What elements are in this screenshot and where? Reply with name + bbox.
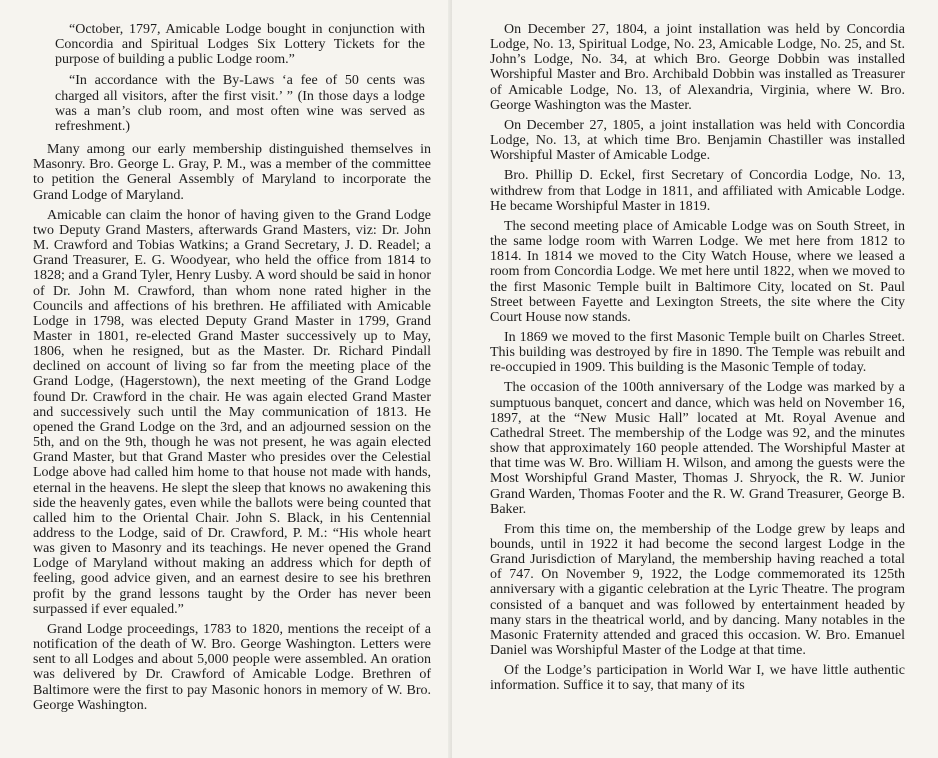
right-page-text [490,22,905,694]
paragraph-early-membership: Many among our early membership distinguished themselves in Masonry. Bro. George L. Gray, P. M., was a member of the committee to petition the General Assembly of Maryland to incorporate the Grand Lodge of Maryland. [33,142,431,203]
paragraph-eckel: Bro. Phillip D. Eckel, first Secretary of Concordia Lodge, No. 13, withdrew from that Lodge in 1811, and affiliated with Amicable Lodge. He became Worshipful Master in 1819. [490,168,905,214]
paragraph-installation-1804: On December 27, 1804, a joint installation was held by Concordia Lodge, No. 13, Spiritual Lodge, No. 23, Amicable Lodge, No. 25, and St. John’s Lodge, No. 34, at which Bro. George Dobbin was installed Worshipful Master and Bro. Archibald Dobbin was installed as Treasurer of Amicable Lodge, No. 13, of Alexandria, Virginia, where W. Bro. George Washington was the Master. [490,22,905,113]
left-page [0,0,452,758]
paragraph-masonic-temple-1869: In 1869 we moved to the first Masonic Temple built on Charles Street. This building was destroyed by fire in 1890. The Temple was rebuilt and re-occupied in 1909. This building is the Masonic Temple of today. [490,329,905,376]
paragraph-world-war-i: Of the Lodge’s participation in World War I, we have little authentic information. Suffice it to say, that many of its [490,663,905,694]
paragraph-grand-masters: Amicable can claim the honor of having given to the Grand Lodge two Deputy Grand Masters, afterwards Grand Masters, viz: Dr. John M. Crawford and Tobias Watkins; a Grand Secretary, J. D. Readel; a Grand Treasurer, E. G. Woodyear, who held the office from 1814 to 1828; and a Grand Tyler, Henry Lusby. A word should be said in honor of Dr. John M. Crawford, than whom none rated higher in the Councils and affections of his brethren. He affiliated with Amicable Lodge in 1798, was elected Deputy Grand Master in 1799, Grand Master in 1801, re-elected Grand Master successively up to May, 1806, when he resigned, but as the Master. Dr. Richard Pindall declined on account of living so far from the meeting place of the Grand Lodge, (Hagerstown), the next meeting of the Grand Lodge found Dr. Crawford in the chair. He was again elected Grand Master and successively such until the May communication of 1813. He opened the Grand Lodge on the 3rd, and an adjourned session on the 5th, and on the 9th, though he was not present, he was again elected Grand Master, but that Grand Master who presides over the Celestial Lodge above had called him home to that house not made with hands, eternal in the heavens. He slept the sleep that knows no awakening this side the heavenly gates, even while the ballots were being counted that called him to the Oriental Chair. John S. Black, in his Centennial address to the Lodge, said of Dr. Crawford, P. M.: “His whole heart was given to Masonry and its teachings. He never opened the Grand Lodge of Maryland without making an address which for depth of feeling, good advice given, and an earnest desire to see his brethren profit by the grand lessons taught by the Order has never been surpassed if ever equaled.” [33,207,431,617]
paragraph-100th-anniversary: The occasion of the 100th anniversary of the Lodge was marked by a sumptuous banquet, concert and dance, which was held on November 16, 1897, at the “New Music Hall” located at Mt. Royal Avenue and Cathedral Street. The membership of the Lodge was 92, and the minutes show that approximately 160 people attended. The Worshipful Master at that time was W. Bro. William H. Wilson, and among the guests were the Most Worshipful Grand Master, Thomas J. Shryock, the R. W. Junior Grand Warden, Thomas Footer and the R. W. Grand Treasurer, George B. Baker. [490,380,905,517]
quote-1797-lottery: “October, 1797, Amicable Lodge bought in conjunction with Concordia and Spiritual Lodges Six Lottery Tickets for the purpose of building a public Lodge room.” [55,22,425,68]
paragraph-grand-lodge-proceedings: Grand Lodge proceedings, 1783 to 1820, mentions the receipt of a notification of the death of W. Bro. George Washington. Letters were sent to all Lodges and about 5,000 people were assembled. An oration was delivered by Dr. Crawford of Amicable Lodge. Brethren of Baltimore were the first to pay Masonic honors in memory of W. Bro. George Washington. [33,621,431,713]
left-page-text [33,22,431,713]
paragraph-membership-growth: From this time on, the membership of the Lodge grew by leaps and bounds, until in 1922 it had become the second largest Lodge in the Grand Jurisdiction of Maryland, the membership having reached a total of 747. On November 9, 1922, the Lodge commemorated its 125th anniversary with a gigantic celebration at the Lyric Theatre. The program consisted of a banquet and was followed by entertainment headed by many stars in the theatrical world, and by dancing. Many notables in the Masonic Fraternity attended and graced this occasion. W. Bro. Emanuel Daniel was Worshipful Master of the Lodge at that time. [490,521,905,659]
paragraph-meeting-places: The second meeting place of Amicable Lodge was on South Street, in the same lodge room with Warren Lodge. We met here from 1812 to 1814. In 1814 we moved to the City Watch House, where we leased a room from Concordia Lodge. We met here until 1822, when we moved to the first Masonic Temple built in Baltimore City, located on St. Paul Street between Fayette and Lexington Streets, the site where the City Court House now stands. [490,218,905,325]
quote-by-laws-fee: “In accordance with the By-Laws ‘a fee of 50 cents was charged all visitors, after the first visit.’ ” (In those days a lodge was a man’s club room, and most often wine was served as refreshment.) [55,73,425,134]
paragraph-installation-1805: On December 27, 1805, a joint installation was held with Concordia Lodge, No. 13, at which time Bro. Benjamin Chastiller was installed Worshipful Master of Amicable Lodge. [490,117,905,164]
right-page [452,0,938,758]
